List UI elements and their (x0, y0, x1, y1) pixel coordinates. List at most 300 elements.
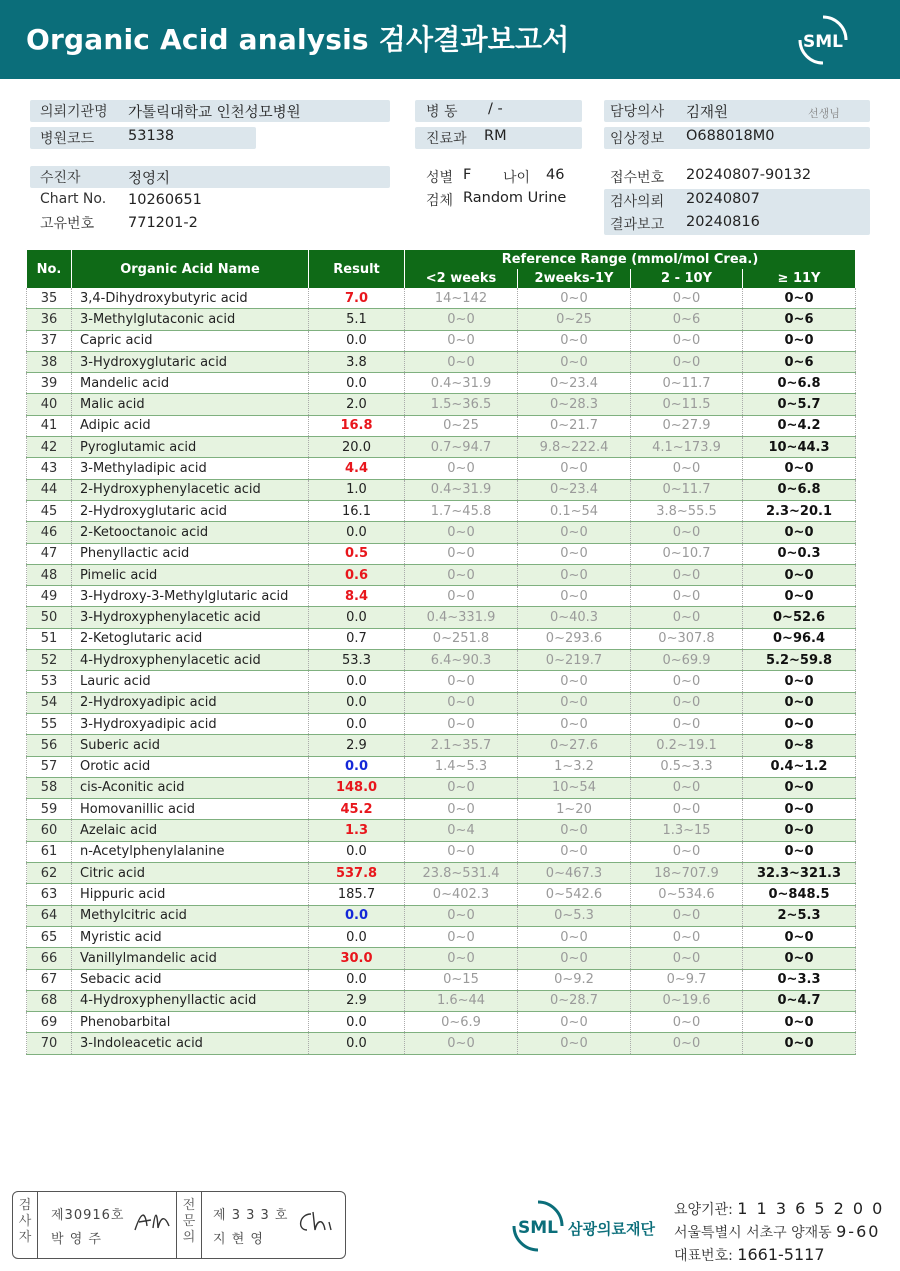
row-no: 70 (27, 1033, 72, 1054)
row-result: 0.0 (309, 905, 405, 926)
row-acid-name: 2-Hydroxyadipic acid (72, 692, 309, 713)
row-ref-2-10y: 0~0 (631, 926, 743, 947)
examiner-no: 제30916호 (51, 1208, 125, 1223)
table-row (27, 735, 856, 756)
col-name-header: Organic Acid Name (72, 250, 309, 288)
row-ref-11y: 0~6.8 (743, 373, 856, 394)
table-row (27, 458, 856, 479)
row-result: 0.6 (309, 564, 405, 585)
row-ref-2w-1y: 0~0 (518, 841, 631, 862)
row-acid-name: Sebacic acid (72, 969, 309, 990)
table-row (27, 522, 856, 543)
row-acid-name: 4-Hydroxyphenyllactic acid (72, 990, 309, 1011)
row-ref-under2w: 1.4~5.3 (405, 756, 518, 777)
row-no: 48 (27, 564, 72, 585)
row-ref-2w-1y: 1~20 (518, 799, 631, 820)
row-result: 0.0 (309, 330, 405, 351)
row-ref-11y: 0~4.7 (743, 990, 856, 1011)
row-ref-2w-1y: 0~28.3 (518, 394, 631, 415)
row-ref-2w-1y: 0~0 (518, 671, 631, 692)
row-acid-name: 2-Ketooctanoic acid (72, 522, 309, 543)
row-acid-name: Adipic acid (72, 415, 309, 436)
row-ref-11y: 0~8 (743, 735, 856, 756)
row-ref-2w-1y: 0~0 (518, 586, 631, 607)
row-no: 44 (27, 479, 72, 500)
address-no: 9-60 (836, 1222, 881, 1241)
age-value: 46 (546, 167, 565, 183)
row-ref-11y: 0~0 (743, 522, 856, 543)
row-ref-2-10y: 0~10.7 (631, 543, 743, 564)
row-no: 55 (27, 713, 72, 734)
row-no: 37 (27, 330, 72, 351)
row-ref-under2w: 0~15 (405, 969, 518, 990)
row-ref-2w-1y: 0~0 (518, 713, 631, 734)
row-ref-11y: 0~0.3 (743, 543, 856, 564)
row-ref-2w-1y: 0~0 (518, 458, 631, 479)
row-ref-11y: 0~0 (743, 926, 856, 947)
row-ref-11y: 0~0 (743, 564, 856, 585)
row-ref-2-10y: 0~0 (631, 1012, 743, 1033)
row-ref-under2w: 1.6~44 (405, 990, 518, 1011)
row-result: 148.0 (309, 777, 405, 798)
ref-col-2w-1y: 2weeks-1Y (518, 269, 631, 288)
row-no: 63 (27, 884, 72, 905)
row-acid-name: Malic acid (72, 394, 309, 415)
table-row (27, 607, 856, 628)
row-result: 53.3 (309, 650, 405, 671)
row-result: 0.0 (309, 713, 405, 734)
table-row (27, 650, 856, 671)
row-acid-name: Citric acid (72, 863, 309, 884)
table-row (27, 777, 856, 798)
table-row (27, 1033, 856, 1054)
row-result: 8.4 (309, 586, 405, 607)
row-ref-under2w: 0~0 (405, 1033, 518, 1054)
row-acid-name: 3,4-Dihydroxybutyric acid (72, 288, 309, 309)
row-ref-2w-1y: 0~542.6 (518, 884, 631, 905)
sign-divider-2 (176, 1192, 177, 1258)
row-ref-under2w: 0~0 (405, 564, 518, 585)
row-ref-2-10y: 0~0 (631, 777, 743, 798)
row-ref-11y: 0~0 (743, 948, 856, 969)
row-result: 0.0 (309, 1033, 405, 1054)
row-no: 43 (27, 458, 72, 479)
table-row (27, 394, 856, 415)
dept-value: RM (484, 128, 507, 144)
row-ref-2w-1y: 0~0 (518, 926, 631, 947)
row-no: 40 (27, 394, 72, 415)
org-name: 삼광의료재단 (568, 1220, 655, 1238)
row-no: 52 (27, 650, 72, 671)
row-ref-2w-1y: 0.1~54 (518, 500, 631, 521)
row-ref-11y: 0~52.6 (743, 607, 856, 628)
row-acid-name: 3-Hydroxyphenylacetic acid (72, 607, 309, 628)
row-ref-2-10y: 0~0 (631, 713, 743, 734)
table-row (27, 969, 856, 990)
row-ref-2-10y: 0~534.6 (631, 884, 743, 905)
row-ref-2w-1y: 0~0 (518, 564, 631, 585)
row-ref-under2w: 2.1~35.7 (405, 735, 518, 756)
row-no: 62 (27, 863, 72, 884)
row-no: 67 (27, 969, 72, 990)
row-no: 57 (27, 756, 72, 777)
chart-label: Chart No. (40, 191, 107, 207)
row-acid-name: 4-Hydroxyphenylacetic acid (72, 650, 309, 671)
report-value: 20240816 (686, 214, 760, 230)
row-ref-under2w: 0~0 (405, 458, 518, 479)
row-ref-under2w: 0~0 (405, 926, 518, 947)
sml-logo-text: SML (803, 32, 843, 52)
row-acid-name: 3-Methyladipic acid (72, 458, 309, 479)
row-no: 54 (27, 692, 72, 713)
row-acid-name: 2-Ketoglutaric acid (72, 628, 309, 649)
care-label: 요양기관: (674, 1202, 733, 1218)
table-row (27, 479, 856, 500)
row-ref-2-10y: 18~707.9 (631, 863, 743, 884)
row-ref-11y: 0~0 (743, 799, 856, 820)
row-no: 66 (27, 948, 72, 969)
row-result: 7.0 (309, 288, 405, 309)
phone-value: 1661-5117 (737, 1245, 825, 1264)
table-row (27, 586, 856, 607)
row-result: 0.0 (309, 926, 405, 947)
row-ref-under2w: 0~402.3 (405, 884, 518, 905)
row-ref-11y: 10~44.3 (743, 437, 856, 458)
row-ref-under2w: 1.5~36.5 (405, 394, 518, 415)
row-ref-2-10y: 0~0 (631, 1033, 743, 1054)
row-ref-11y: 0~0 (743, 1012, 856, 1033)
row-ref-2-10y: 0~0 (631, 905, 743, 926)
row-no: 46 (27, 522, 72, 543)
row-ref-11y: 0~0 (743, 586, 856, 607)
row-result: 16.8 (309, 415, 405, 436)
dept-label: 진료과 (426, 131, 467, 147)
row-acid-name: Vanillylmandelic acid (72, 948, 309, 969)
table-row (27, 437, 856, 458)
row-ref-2-10y: 0.2~19.1 (631, 735, 743, 756)
row-ref-under2w: 0~0 (405, 799, 518, 820)
row-ref-11y: 0~0 (743, 820, 856, 841)
row-ref-under2w: 0~0 (405, 777, 518, 798)
row-ref-2-10y: 0~0 (631, 330, 743, 351)
code-label: 병원코드 (40, 131, 95, 147)
doctor-value: 김재원 (686, 105, 729, 121)
row-ref-11y: 0~0 (743, 288, 856, 309)
row-ref-2w-1y: 0~40.3 (518, 607, 631, 628)
ref-col-11y: ≥ 11Y (743, 269, 856, 288)
row-no: 56 (27, 735, 72, 756)
age-label: 나이 (503, 170, 531, 186)
row-acid-name: Hippuric acid (72, 884, 309, 905)
table-row (27, 926, 856, 947)
row-ref-under2w: 0.4~31.9 (405, 373, 518, 394)
row-ref-2-10y: 0~0 (631, 288, 743, 309)
row-result: 0.7 (309, 628, 405, 649)
row-ref-2-10y: 0~0 (631, 799, 743, 820)
row-ref-under2w: 6.4~90.3 (405, 650, 518, 671)
row-ref-under2w: 23.8~531.4 (405, 863, 518, 884)
row-result: 20.0 (309, 437, 405, 458)
table-row (27, 756, 856, 777)
table-row (27, 1012, 856, 1033)
row-no: 50 (27, 607, 72, 628)
row-ref-under2w: 0~0 (405, 841, 518, 862)
row-acid-name: Capric acid (72, 330, 309, 351)
row-ref-2w-1y: 0~0 (518, 948, 631, 969)
row-ref-under2w: 0~0 (405, 330, 518, 351)
table-row (27, 820, 856, 841)
row-ref-2-10y: 0~6 (631, 309, 743, 330)
row-ref-under2w: 0.7~94.7 (405, 437, 518, 458)
row-result: 3.8 (309, 351, 405, 372)
row-ref-2w-1y: 0~23.4 (518, 373, 631, 394)
row-acid-name: Phenobarbital (72, 1012, 309, 1033)
row-ref-2w-1y: 0~0 (518, 1012, 631, 1033)
receipt-value: 20240807-90132 (686, 167, 812, 183)
row-result: 0.0 (309, 692, 405, 713)
report-title: Organic Acid analysis 검사결과보고서 (26, 23, 570, 56)
table-row (27, 351, 856, 372)
table-row (27, 309, 856, 330)
row-acid-name: Mandelic acid (72, 373, 309, 394)
row-ref-2-10y: 0~69.9 (631, 650, 743, 671)
row-ref-under2w: 0.4~331.9 (405, 607, 518, 628)
row-ref-11y: 0~0 (743, 458, 856, 479)
row-ref-2w-1y: 0~0 (518, 351, 631, 372)
row-ref-11y: 0~0 (743, 713, 856, 734)
specialist-no: 제 3 3 3 호 (213, 1208, 289, 1223)
row-ref-under2w: 0~0 (405, 586, 518, 607)
row-ref-2-10y: 0~9.7 (631, 969, 743, 990)
row-acid-name: Homovanillic acid (72, 799, 309, 820)
row-no: 60 (27, 820, 72, 841)
row-ref-2-10y: 0~0 (631, 841, 743, 862)
table-row (27, 543, 856, 564)
row-ref-2w-1y: 0~0 (518, 1033, 631, 1054)
specialist-vert-label: 전문의 (182, 1198, 196, 1245)
row-ref-2w-1y: 0~28.7 (518, 990, 631, 1011)
row-ref-under2w: 0~0 (405, 351, 518, 372)
row-no: 53 (27, 671, 72, 692)
chart-value: 10260651 (128, 192, 202, 208)
row-ref-2w-1y: 0~5.3 (518, 905, 631, 926)
row-acid-name: Azelaic acid (72, 820, 309, 841)
row-ref-2-10y: 0~0 (631, 607, 743, 628)
row-ref-under2w: 0~0 (405, 713, 518, 734)
row-ref-2-10y: 0~0 (631, 458, 743, 479)
row-acid-name: 3-Hydroxyadipic acid (72, 713, 309, 734)
col-ref-header: Reference Range (mmol/mol Crea.) (405, 250, 856, 269)
request-label: 검사의뢰 (610, 194, 665, 210)
table-row (27, 990, 856, 1011)
unique-value: 771201-2 (128, 215, 198, 231)
row-ref-2w-1y: 0~0 (518, 692, 631, 713)
row-ref-under2w: 0~0 (405, 905, 518, 926)
row-ref-2-10y: 1.3~15 (631, 820, 743, 841)
table-row (27, 500, 856, 521)
row-no: 51 (27, 628, 72, 649)
sex-value: F (463, 167, 472, 183)
address-text: 서울특별시 서초구 양재동 (674, 1225, 832, 1241)
row-result: 5.1 (309, 309, 405, 330)
row-ref-under2w: 0~0 (405, 671, 518, 692)
row-ref-2-10y: 0~19.6 (631, 990, 743, 1011)
row-no: 41 (27, 415, 72, 436)
row-result: 2.0 (309, 394, 405, 415)
row-ref-2-10y: 0~0 (631, 351, 743, 372)
row-ref-2w-1y: 0~9.2 (518, 969, 631, 990)
table-row (27, 948, 856, 969)
row-ref-11y: 0.4~1.2 (743, 756, 856, 777)
phone-label: 대표번호: (674, 1248, 733, 1264)
specialist-signature-icon (293, 1206, 337, 1236)
row-ref-2-10y: 0~11.7 (631, 479, 743, 500)
table-row (27, 628, 856, 649)
row-result: 0.0 (309, 671, 405, 692)
row-acid-name: Suberic acid (72, 735, 309, 756)
table-row (27, 905, 856, 926)
table-row (27, 713, 856, 734)
signature-box (12, 1191, 346, 1259)
row-ref-11y: 0~3.3 (743, 969, 856, 990)
row-acid-name: 3-Hydroxy-3-Methylglutaric acid (72, 586, 309, 607)
results-table (26, 250, 856, 1055)
address-line (674, 1222, 880, 1242)
row-ref-2w-1y: 0~0 (518, 288, 631, 309)
row-ref-2w-1y: 1~3.2 (518, 756, 631, 777)
row-no: 65 (27, 926, 72, 947)
table-row (27, 288, 856, 309)
row-no: 64 (27, 905, 72, 926)
receipt-label: 접수번호 (610, 170, 665, 186)
specimen-label: 검체 (426, 193, 454, 209)
row-ref-2w-1y: 0~23.4 (518, 479, 631, 500)
row-acid-name: Phenyllactic acid (72, 543, 309, 564)
row-ref-2-10y: 0~0 (631, 586, 743, 607)
row-ref-2w-1y: 0~293.6 (518, 628, 631, 649)
row-result: 1.0 (309, 479, 405, 500)
row-result: 0.0 (309, 373, 405, 394)
row-no: 61 (27, 841, 72, 862)
row-ref-11y: 0~4.2 (743, 415, 856, 436)
care-value: 1 1 3 6 5 2 0 0 (737, 1199, 885, 1218)
row-no: 47 (27, 543, 72, 564)
row-ref-2w-1y: 0~27.6 (518, 735, 631, 756)
row-acid-name: Pyroglutamic acid (72, 437, 309, 458)
row-acid-name: Myristic acid (72, 926, 309, 947)
row-result: 0.0 (309, 841, 405, 862)
row-acid-name: 3-Indoleacetic acid (72, 1033, 309, 1054)
row-no: 58 (27, 777, 72, 798)
sml-footer-logo-text: SML (518, 1218, 558, 1238)
report-header (0, 0, 900, 79)
row-no: 59 (27, 799, 72, 820)
row-ref-11y: 0~0 (743, 330, 856, 351)
row-ref-11y: 0~96.4 (743, 628, 856, 649)
row-acid-name: Orotic acid (72, 756, 309, 777)
row-acid-name: Pimelic acid (72, 564, 309, 585)
row-result: 2.9 (309, 735, 405, 756)
row-ref-2-10y: 0~11.7 (631, 373, 743, 394)
results-body (27, 288, 856, 1054)
table-row (27, 799, 856, 820)
row-ref-11y: 5.2~59.8 (743, 650, 856, 671)
row-acid-name: n-Acetylphenylalanine (72, 841, 309, 862)
row-no: 69 (27, 1012, 72, 1033)
row-ref-2w-1y: 0~25 (518, 309, 631, 330)
row-ref-under2w: 0~251.8 (405, 628, 518, 649)
row-result: 0.5 (309, 543, 405, 564)
row-ref-11y: 0~0 (743, 841, 856, 862)
specialist-name: 지 현 영 (213, 1232, 264, 1247)
row-ref-under2w: 0~6.9 (405, 1012, 518, 1033)
care-number (674, 1199, 884, 1219)
row-ref-11y: 0~6 (743, 351, 856, 372)
table-row (27, 415, 856, 436)
row-ref-2w-1y: 0~467.3 (518, 863, 631, 884)
inst-value: 가톨릭대학교 인천성모병원 (128, 105, 301, 121)
row-acid-name: Lauric acid (72, 671, 309, 692)
row-ref-under2w: 0~0 (405, 948, 518, 969)
request-value: 20240807 (686, 191, 760, 207)
row-ref-2w-1y: 0~0 (518, 522, 631, 543)
row-ref-2-10y: 3.8~55.5 (631, 500, 743, 521)
patient-label: 수진자 (40, 170, 81, 186)
row-result: 0.0 (309, 1012, 405, 1033)
row-ref-2-10y: 0~0 (631, 692, 743, 713)
row-result: 537.8 (309, 863, 405, 884)
table-row (27, 671, 856, 692)
row-ref-2-10y: 4.1~173.9 (631, 437, 743, 458)
row-ref-11y: 0~848.5 (743, 884, 856, 905)
row-ref-under2w: 0~0 (405, 522, 518, 543)
row-no: 39 (27, 373, 72, 394)
row-ref-2-10y: 0~11.5 (631, 394, 743, 415)
row-result: 45.2 (309, 799, 405, 820)
row-result: 0.0 (309, 969, 405, 990)
row-ref-11y: 2.3~20.1 (743, 500, 856, 521)
ref-col-2-10y: 2 - 10Y (631, 269, 743, 288)
row-result: 30.0 (309, 948, 405, 969)
row-acid-name: cis-Aconitic acid (72, 777, 309, 798)
row-ref-under2w: 0~4 (405, 820, 518, 841)
row-ref-2-10y: 0~0 (631, 564, 743, 585)
row-ref-11y: 0~6.8 (743, 479, 856, 500)
row-ref-11y: 0~5.7 (743, 394, 856, 415)
row-ref-2-10y: 0~27.9 (631, 415, 743, 436)
row-result: 0.0 (309, 607, 405, 628)
row-acid-name: 3-Hydroxyglutaric acid (72, 351, 309, 372)
row-ref-11y: 0~0 (743, 671, 856, 692)
row-ref-under2w: 0~25 (405, 415, 518, 436)
row-no: 68 (27, 990, 72, 1011)
row-ref-under2w: 1.7~45.8 (405, 500, 518, 521)
row-ref-2-10y: 0~0 (631, 671, 743, 692)
row-no: 42 (27, 437, 72, 458)
patient-value: 정영지 (128, 171, 171, 187)
report-label: 결과보고 (610, 217, 665, 233)
inst-label: 의뢰기관명 (40, 104, 108, 120)
col-result-header: Result (309, 250, 405, 288)
row-result: 0.0 (309, 756, 405, 777)
sml-logo-icon (796, 13, 850, 67)
examiner-signature-icon (131, 1206, 175, 1236)
row-no: 36 (27, 309, 72, 330)
row-ref-11y: 32.3~321.3 (743, 863, 856, 884)
row-no: 45 (27, 500, 72, 521)
row-ref-under2w: 0.4~31.9 (405, 479, 518, 500)
row-ref-under2w: 0~0 (405, 309, 518, 330)
